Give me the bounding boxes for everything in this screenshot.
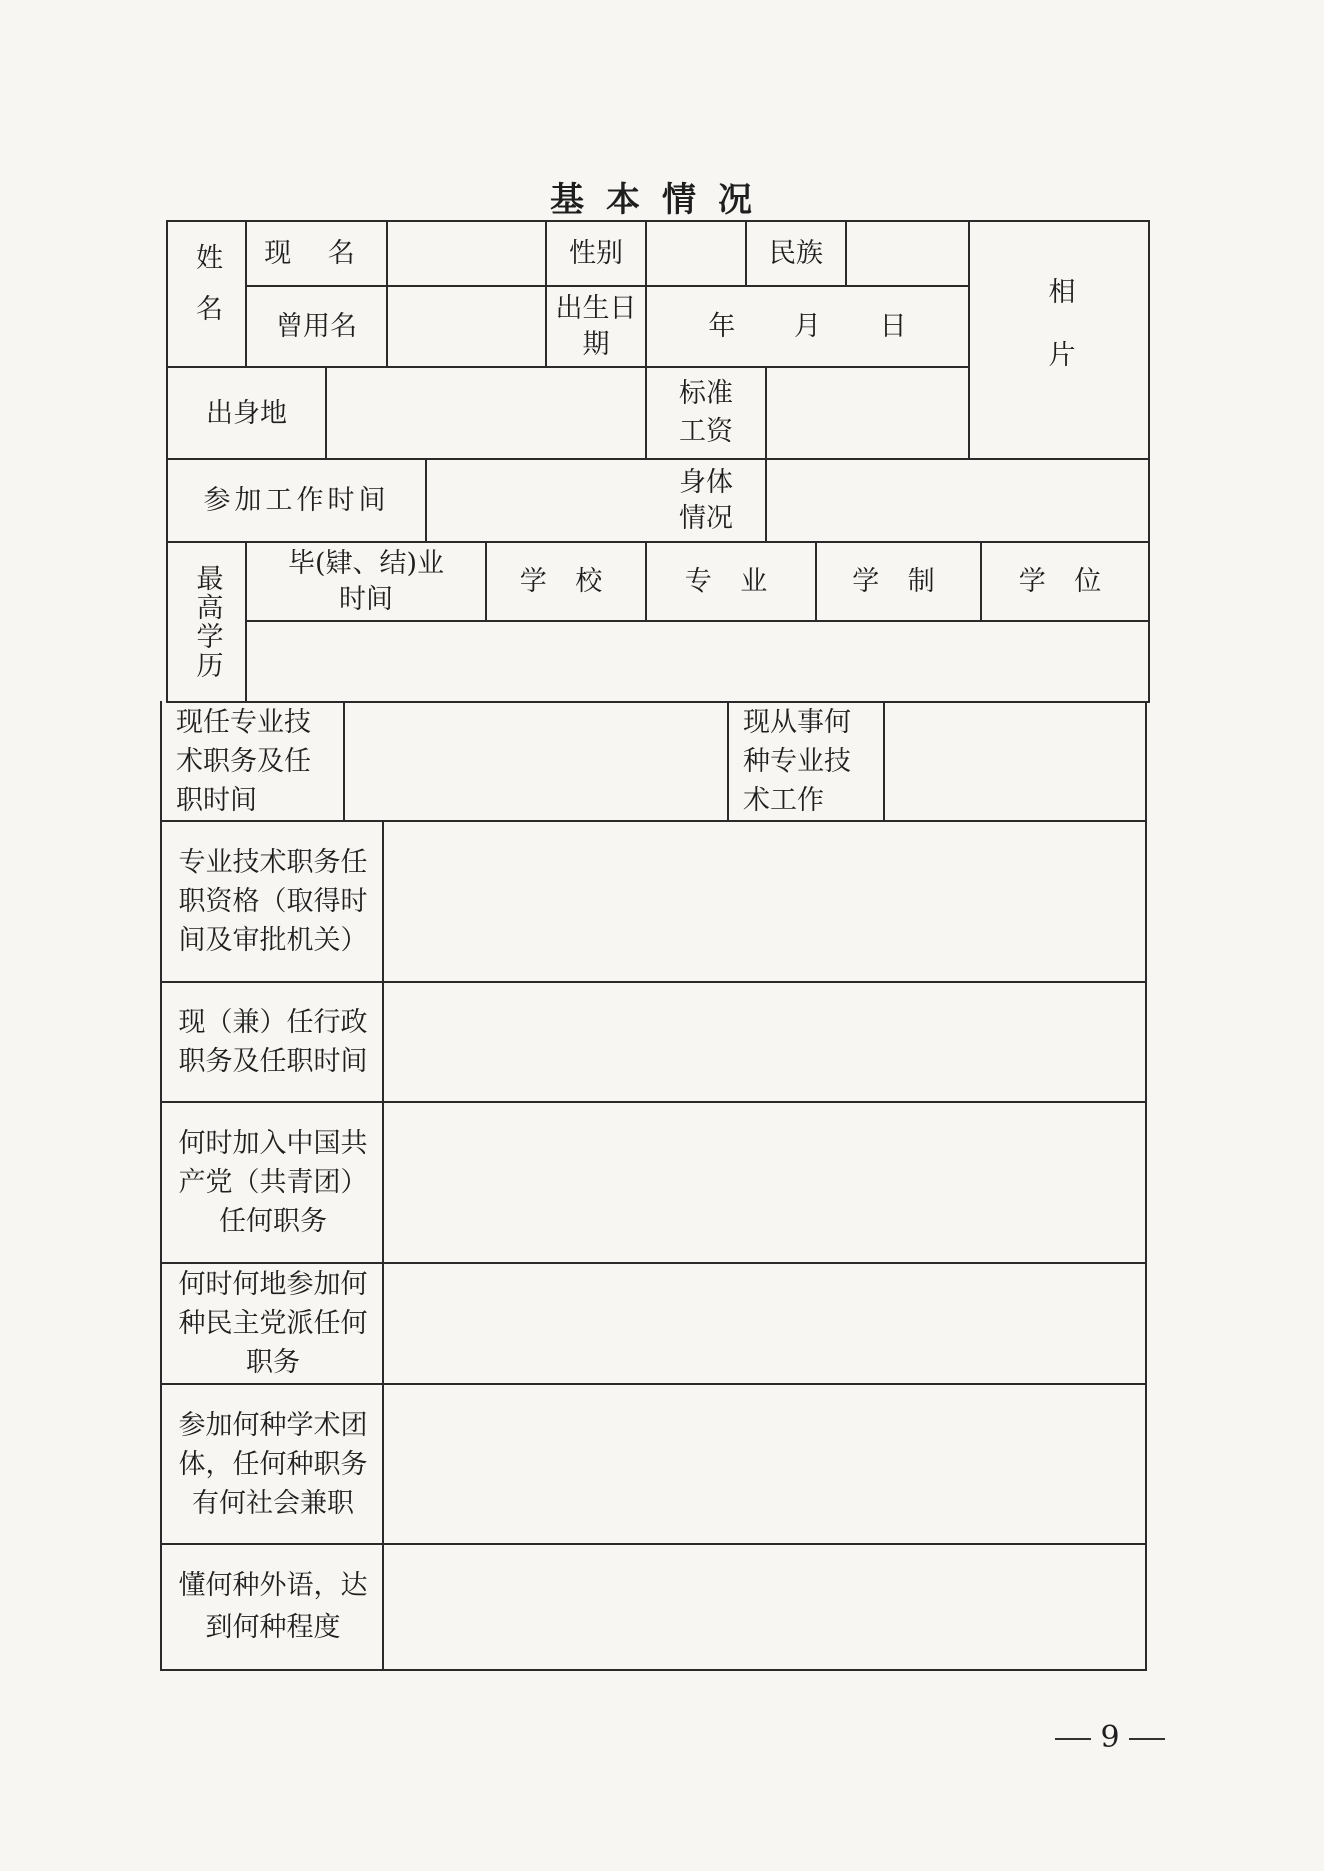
work-start-input[interactable] xyxy=(427,460,645,541)
admin-post-label: 现（兼）任行政职务及任职时间 xyxy=(178,1007,368,1077)
current-work-input[interactable] xyxy=(885,703,1145,820)
birth-day-label: 日 xyxy=(879,311,907,342)
gender-input[interactable] xyxy=(647,222,745,285)
language-input[interactable] xyxy=(384,1545,1145,1669)
page-number-value: 9 xyxy=(1100,1720,1120,1755)
name-input[interactable] xyxy=(388,222,545,366)
page-title: 基本情况 xyxy=(550,180,774,220)
health-input[interactable] xyxy=(767,460,1148,541)
highest-education-label: 最高学历 xyxy=(191,564,223,680)
table-border-right-upper xyxy=(1148,220,1150,701)
academic-label: 参加何种学术团体，任何种职务有何社会兼职 xyxy=(178,1409,368,1519)
graduation-time-label: 毕(肄、结)业时间 xyxy=(287,547,445,615)
birth-date-input[interactable] xyxy=(647,287,968,366)
table-border-right-lower xyxy=(1145,701,1147,1671)
academic-input[interactable] xyxy=(384,1385,1145,1543)
duration-label: 学 制 xyxy=(852,566,945,597)
language-label: 懂何种外语，达到何种程度 xyxy=(178,1570,368,1643)
work-start-label: 参加工作时间 xyxy=(203,485,390,516)
gender-label: 性别 xyxy=(569,238,623,269)
qualification-label: 专业技术职务任职资格（取得时间及审批机关） xyxy=(178,847,368,956)
page-number xyxy=(1040,1720,1180,1755)
birth-year-label: 年 xyxy=(708,311,736,342)
current-name-label: 现 名 xyxy=(264,238,369,269)
democratic-party-input[interactable] xyxy=(384,1264,1145,1383)
origin-input[interactable] xyxy=(327,368,645,458)
birth-month-label: 月 xyxy=(793,311,821,342)
major-label: 专 业 xyxy=(684,566,778,597)
degree-label: 学 位 xyxy=(1018,566,1112,597)
current-title-input[interactable] xyxy=(345,703,727,820)
education-input[interactable] xyxy=(247,622,1148,701)
origin-label: 出身地 xyxy=(206,397,287,429)
photo-placeholder[interactable]: 相片 xyxy=(1043,277,1075,403)
party-label: 何时加入中国共产党（共青团）任何职务 xyxy=(178,1128,368,1237)
standard-salary-input[interactable] xyxy=(767,368,968,458)
page-number-dash-right xyxy=(1129,1738,1165,1740)
ethnicity-label: 民族 xyxy=(769,238,823,269)
party-input[interactable] xyxy=(384,1103,1145,1262)
birth-date-label: 出生日期 xyxy=(555,292,637,360)
school-label: 学 校 xyxy=(519,566,613,597)
former-name-label: 曾用名 xyxy=(276,311,357,342)
ethnicity-input[interactable] xyxy=(847,222,968,285)
page-number-dash-left xyxy=(1055,1738,1091,1740)
name-label: 姓名 xyxy=(191,243,222,345)
table-border-bottom xyxy=(160,1669,1145,1671)
current-title-label: 现任专业技术职务及任职时间 xyxy=(176,707,311,816)
table-border-left-lower xyxy=(160,701,162,1671)
admin-post-input[interactable] xyxy=(384,983,1145,1101)
current-work-label: 现从事何种专业技术工作 xyxy=(743,707,851,816)
standard-salary-label: 标准工资 xyxy=(679,378,733,447)
qualification-input[interactable] xyxy=(384,822,1145,981)
health-label: 身体情况 xyxy=(679,466,733,534)
democratic-party-label: 何时何地参加何种民主党派任何职务 xyxy=(178,1269,368,1378)
